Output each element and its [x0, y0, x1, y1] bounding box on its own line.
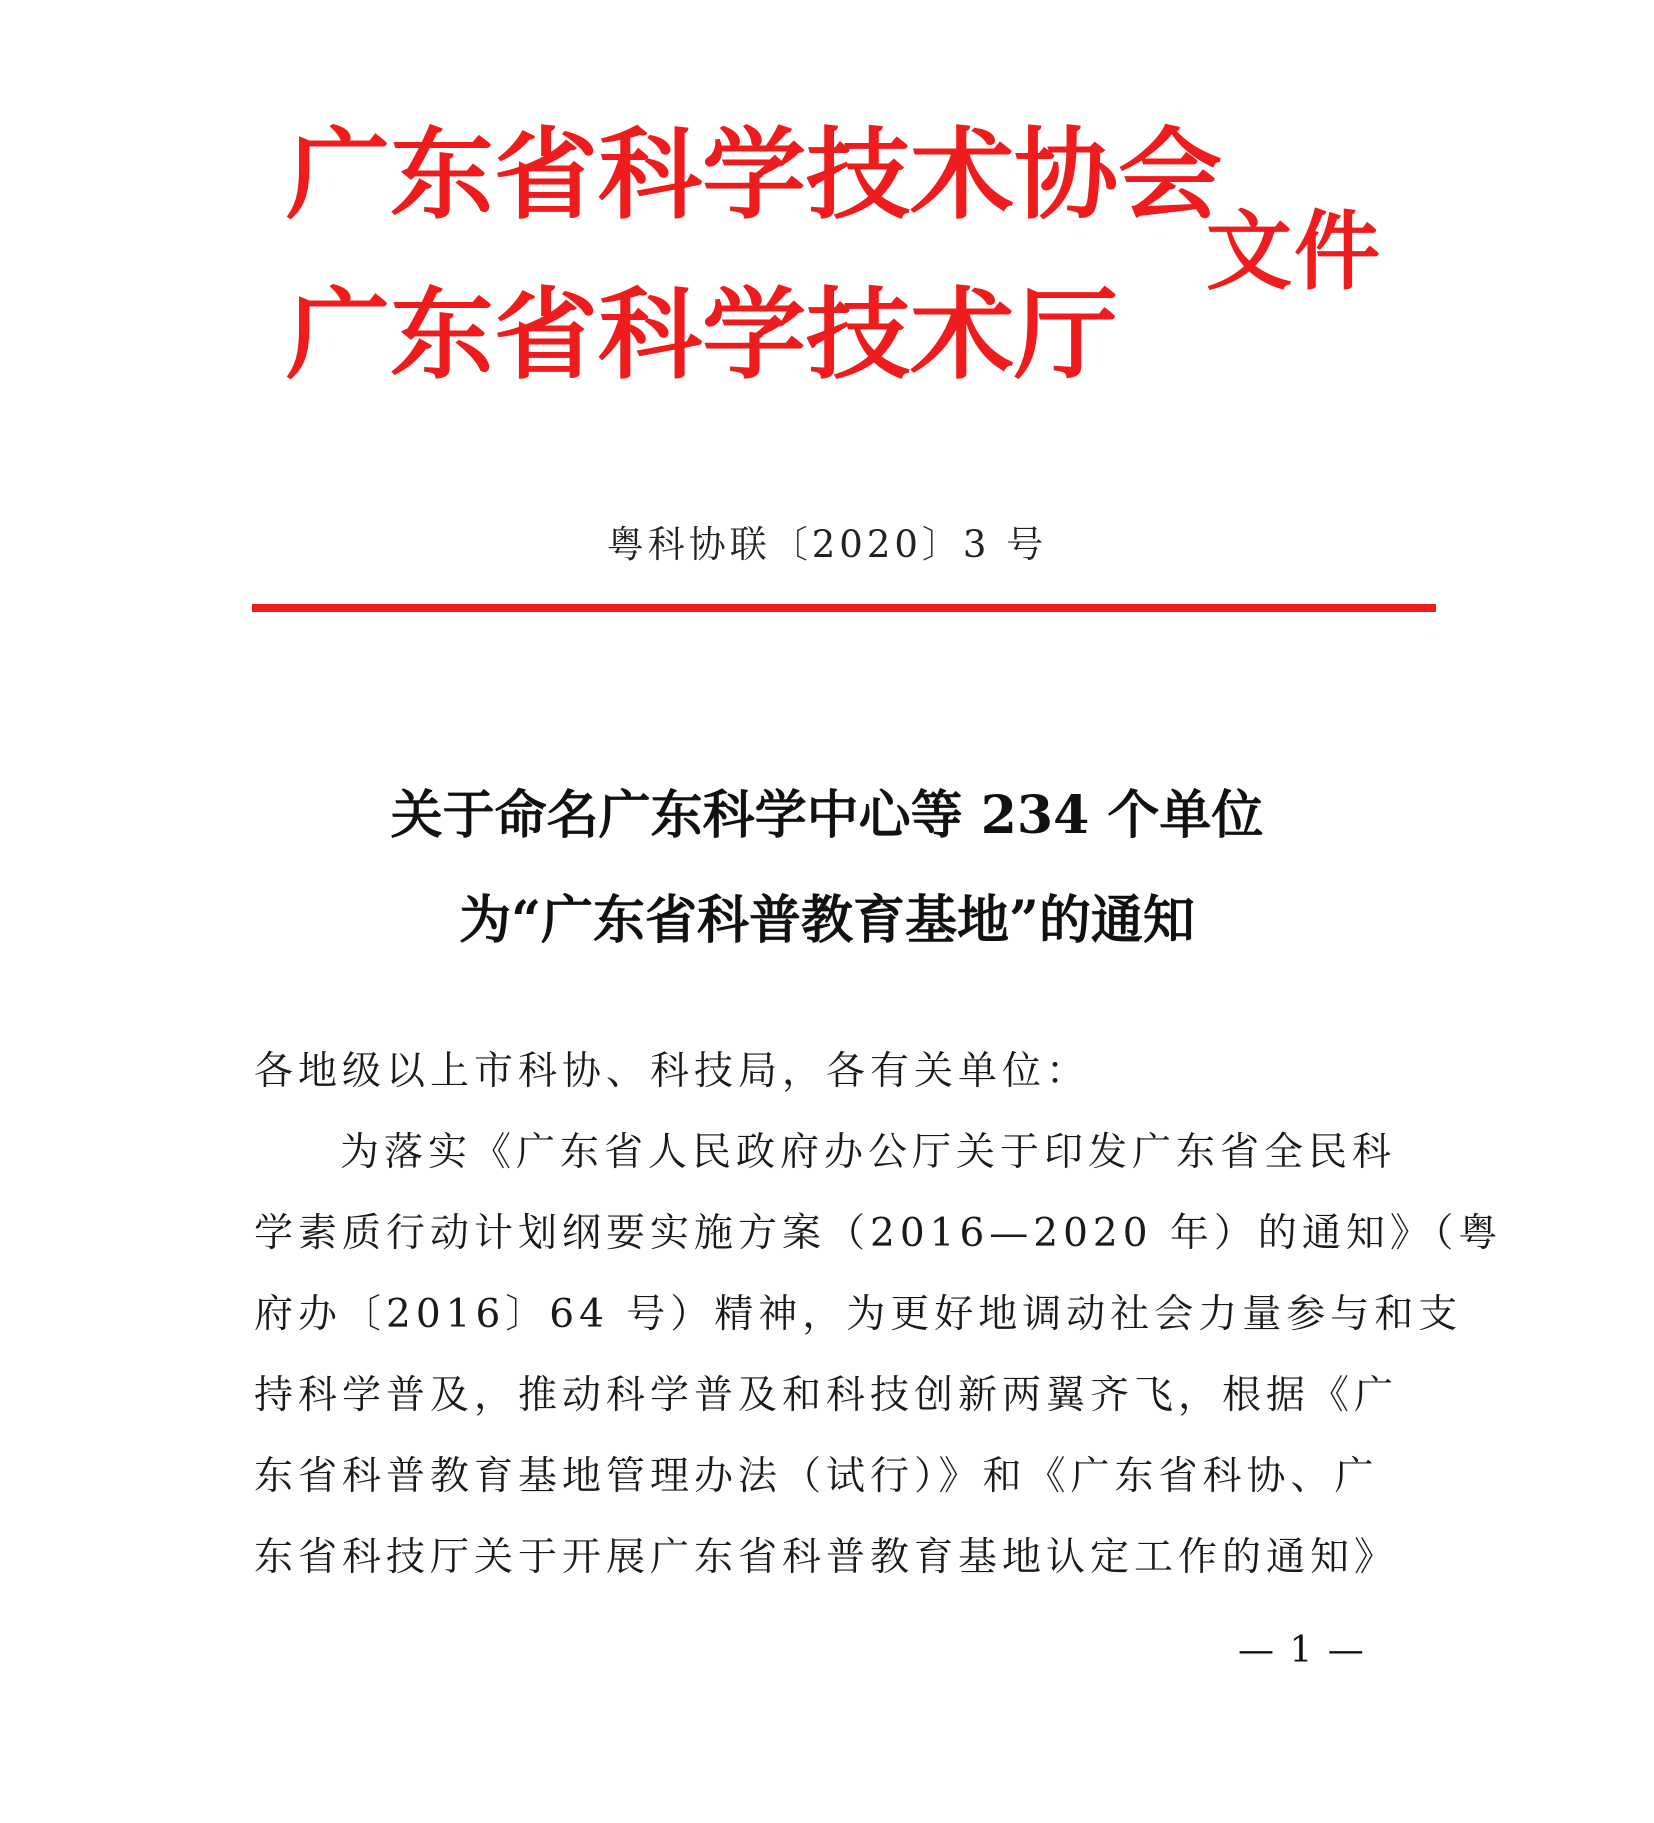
body-line-4: 持科学普及，推动科学普及和科技创新两翼齐飞，根据《广 [254, 1373, 1399, 1418]
body-line-3: 府办〔2016〕64 号）精神，为更好地调动社会力量参与和支 [254, 1292, 1463, 1337]
document-title-line-2: 为“广东省科普教育基地”的通知 [459, 890, 1195, 951]
document-title-line-1: 关于命名广东科学中心等 234 个单位 [390, 785, 1264, 846]
red-divider-line [252, 604, 1436, 612]
document-number: 粤科协联〔2020〕3 号 [606, 523, 1048, 566]
body-line-1: 为落实《广东省人民政府办公厅关于印发广东省全民科 [340, 1130, 1397, 1175]
document-type-label: 文件 [1206, 202, 1382, 302]
issuer-name-1: 广东省科学技术协会 [286, 116, 1223, 233]
page-number: — 1 — [1238, 1630, 1366, 1671]
issuer-name-2: 广东省科学技术厅 [286, 276, 1119, 393]
body-line-5: 东省科普教育基地管理办法（试行）》和《广东省科协、广 [254, 1454, 1379, 1499]
body-line-2: 学素质行动计划纲要实施方案（2016—2020 年）的通知》（粤 [254, 1211, 1503, 1256]
body-line-6: 东省科技厅关于开展广东省科普教育基地认定工作的通知》 [254, 1535, 1399, 1580]
salutation: 各地级以上市科协、科技局，各有关单位： [254, 1049, 1091, 1094]
